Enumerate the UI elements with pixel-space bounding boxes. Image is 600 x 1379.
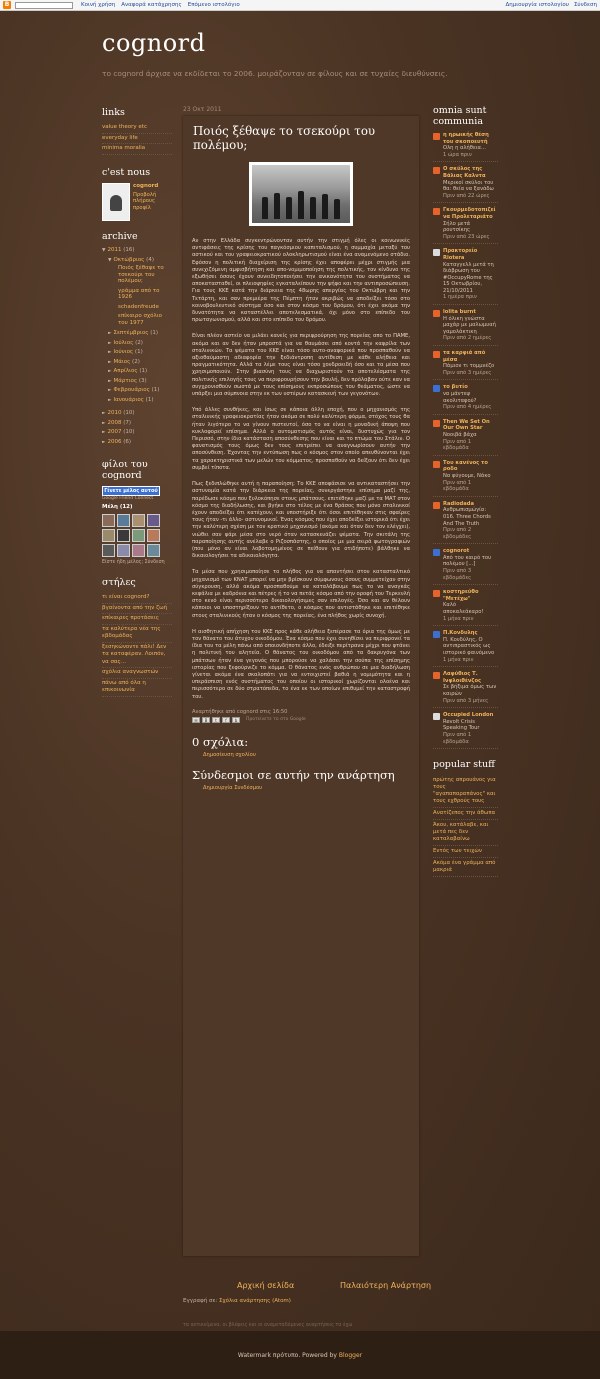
column-link[interactable]: σχόλια αναγνωστών [102, 668, 172, 679]
blog-favicon-icon [433, 631, 440, 638]
popular-post-link[interactable]: Ακόμα ένα γράμμα από μακριά [433, 858, 498, 877]
blog-post-link[interactable]: Σήλο μετά ρουτσίκης [443, 220, 471, 234]
member-avatar[interactable] [132, 544, 145, 557]
archive-year-row [102, 409, 172, 419]
blogthis-icon[interactable]: B [202, 717, 210, 723]
blog-age: 1 μήνα πριν [443, 656, 474, 663]
navbar-create-blog-link[interactable]: Δημιουργία ιστολογίου [505, 2, 569, 8]
archive-month-row [102, 358, 172, 368]
blog-age: Πριν από 1 εβδομάδα [443, 438, 472, 452]
archive-month[interactable]: Σεπτέμβριος [113, 330, 149, 336]
blog-entry [443, 548, 498, 581]
email-icon[interactable]: ✉ [192, 717, 200, 723]
blogroll-item[interactable] [433, 460, 498, 497]
archive-count: (16) [123, 247, 135, 253]
figure-shape [274, 193, 280, 219]
blog-favicon-icon [433, 502, 440, 509]
blog-title-link[interactable]: Λαφύθιος Τ. Ινφλοιθένζος [443, 671, 482, 684]
blogger-link[interactable]: Blogger [338, 1351, 363, 1359]
expand-down-icon[interactable]: ▼ [108, 257, 112, 263]
archive-month[interactable]: Μάρτιος [113, 377, 138, 384]
blog-favicon-icon [433, 420, 440, 427]
figure-shape [286, 197, 292, 219]
blog-post-link[interactable]: Η όλικη γνώστα μαχάρ με μαλωμυαή γαμολάκτικη [443, 315, 496, 335]
member-avatar[interactable] [102, 529, 115, 542]
links-widget [102, 107, 172, 155]
friend-connect-label: Google Friend Connect [102, 496, 154, 501]
blog-favicon-icon [433, 249, 440, 256]
archive-count: (10) [123, 429, 135, 435]
post-date: 23 Οκτ 2011 [183, 106, 222, 113]
friends-heading: φίλοι του cognord [102, 459, 148, 481]
post-body [183, 116, 419, 1256]
post-title[interactable]: Ποιός ξέθαψε το τσεκούρι του πολέμου; [193, 124, 376, 152]
blog-title-link[interactable]: Occupied London [443, 712, 494, 719]
blog-entry [443, 671, 498, 704]
blog-title-link[interactable]: η ηρωικής θέση του σκοποευτή [443, 132, 489, 145]
view-profile-link[interactable]: Προβολή πλήρους προφίλ [133, 191, 157, 211]
expand-right-icon[interactable]: ► [108, 359, 112, 365]
about-widget [102, 167, 172, 221]
expand-down-icon[interactable]: ▼ [102, 248, 106, 253]
recommend-text[interactable]: Προτείνετε το στο Google [246, 716, 306, 722]
archive-count: (1) [145, 396, 154, 403]
archive-count: (1) [139, 368, 148, 374]
expand-right-icon[interactable]: ► [108, 331, 112, 336]
member-avatar[interactable] [147, 529, 160, 542]
blogroll-item[interactable] [433, 132, 498, 162]
figure-shape [262, 197, 268, 219]
column-link[interactable]: τα καλύτερα νέα της εβδομάδας [102, 625, 172, 643]
already-member-text[interactable]: Είστε ήδη μέλος; Σύνδεση [102, 560, 165, 565]
backlinks-heading: Σύνδεσμοι σε αυτήν την ανάρτηση [192, 767, 395, 782]
blog-post-link[interactable]: Revolt Crisis Speaking Tour [443, 718, 480, 732]
archive-month[interactable]: Οκτώβριος [113, 256, 145, 263]
expand-right-icon[interactable]: ► [108, 378, 112, 384]
blog-title[interactable]: cognord [102, 29, 206, 57]
archive-count: (4) [146, 256, 154, 263]
members-count: Μέλη (12) [102, 504, 133, 510]
post-meta: Αναρτήθηκε από cognord στις 16:50 [192, 708, 288, 715]
blog-title-link[interactable]: τα καρφιά από μέσα [443, 350, 486, 363]
column-link[interactable]: τι είναι cognord? [102, 593, 172, 604]
expand-right-icon[interactable]: ► [102, 411, 106, 416]
member-avatar[interactable] [117, 529, 130, 542]
blog-favicon-icon [433, 549, 440, 556]
expand-right-icon[interactable]: ► [108, 397, 112, 403]
columns-widget [102, 577, 172, 697]
columns-heading: στήλες [102, 577, 136, 588]
post-paragraph: Η αισθητική απήχηση του ΚΚΕ προς κάθε αλήθεια ξεπέρασε τα όρια της όμως με τον θάνατο του άτυχου οικοδόμου. Ένα κόσμο που έχει συνηθίσει να περιφρονεί τα ίδια του τα μέλη πάνω από οποιονδήποτε άλλο, έδειξε περίτρανα μέχρι που φτάνει η πολιτική του αλητεία. Ο θάνατος του οικοδόμου από τα δακρυγόνα των μπάτσων ήταν ένα γεγονός που μπορούσε να χαλάσει την σούπα της επίσημης ιστορίας που ξεφούρνιζε το κόμμα. Ο θάνατος ενός ανθρώπου σε μια διαδήλωση γίνεται ακόμα ένα σκαλοπάτι για να εντοιχιστεί βαθιά η νομιμότητα και η υπεράσπιση ενός συστήματος του οποίου οι ιστορικοί χωρίζονται ολοένα και περισσότερο σε δύο στρατόπεδα, το ένα εκ των οποίων επιθυμεί την καταστροφή του. [192, 628, 410, 700]
archive-month[interactable]: Μάιος [113, 358, 131, 365]
archive-count: (3) [138, 377, 147, 384]
blog-title-link[interactable]: το βυτίο [443, 384, 468, 391]
about-heading: c'est nous [102, 166, 151, 178]
blog-entry [443, 384, 498, 410]
archive-count: (7) [123, 419, 132, 426]
blogroll-item[interactable] [433, 350, 498, 380]
archive-month[interactable]: Απρίλιος [113, 368, 138, 374]
post-image[interactable] [249, 162, 353, 226]
blog-post-link[interactable]: Από του καιρό του πολέμου [...] [443, 554, 492, 568]
column-link[interactable]: πάνω από όλα η επικοινωνία [102, 679, 172, 697]
archive-year-row [102, 438, 172, 448]
blog-entry [443, 589, 498, 622]
blog-favicon-icon [433, 713, 440, 720]
archive-month-row [102, 348, 172, 358]
expand-right-icon[interactable]: ► [108, 350, 112, 355]
post-paragraph: Υπό άλλες συνθήκες, και ίσως σε κάποια άλλη εποχή, που ο μηχανισμός της σταλινικής γραφειοκρατίας ήταν ακόμα σε πολύ καλύτερη φόρμα, στόχος τους θα ήταν λιγότερο το να γίνουν πιστευτοί, όσο το να είναι η μοναδική άποψη που κυκλοφορεί επίσημα. Αλλά ο αυτοματισμός αυτός είναι, δυστυχώς για τον Περισσό, στην ίδια κατάσταση αποσύνθεσης που είναι και το πτώμα του Στάλιν. Ο φανατισμός τους όμως δεν τους επιτρέπει να αναγνωρίσουν αυτήν την αποσύνθεση. Έχοντας την εντύπωση πως ο κόσμος στον οποίο απευθύνονται έχει τα χαρακτηριστικά των μελών του κόμματος, προσπαθούν να δείξουν ότι δεν έχει συμβεί τίποτα. [192, 407, 410, 471]
blog-age: Πριν από 1 εβδομάδα [443, 479, 472, 493]
figure-shape [298, 191, 304, 219]
member-avatar[interactable] [117, 544, 130, 557]
archive-post-link[interactable]: επίκαιρο σχόλιο του 1977 [118, 313, 162, 326]
blog-entry [443, 248, 498, 301]
archive-year[interactable]: 2010 [107, 410, 122, 416]
blog-favicon-icon [433, 385, 440, 392]
member-avatar[interactable] [102, 544, 115, 557]
member-avatar[interactable] [102, 514, 115, 527]
blog-title-link[interactable]: Radiodada [443, 500, 474, 507]
blogroll-item[interactable] [433, 548, 498, 585]
archive-year[interactable]: 2008 [107, 419, 122, 426]
archive-year[interactable]: 2006 [107, 438, 122, 445]
sidebar-link[interactable]: everyday life [102, 134, 172, 145]
home-link[interactable]: Αρχική σελίδα [237, 1281, 295, 1290]
expand-right-icon[interactable]: ► [102, 439, 106, 445]
expand-right-icon[interactable]: ► [102, 420, 106, 426]
member-avatar[interactable] [117, 514, 130, 527]
archive-count: (1) [134, 349, 143, 355]
popular-post-link[interactable]: Ανατίζεπος την άθωπα [433, 808, 498, 820]
figure-shape [310, 197, 316, 219]
blogroll-item[interactable] [433, 630, 498, 667]
blog-title-link[interactable]: cognorot [443, 548, 470, 555]
blog-age: Πριν από 23 ώρες [443, 233, 490, 240]
blog-title-link[interactable]: Του κανένος το ροδο [443, 459, 488, 473]
blogroll-item[interactable] [433, 309, 498, 346]
blog-age: 1 ημέρα πριν [443, 294, 477, 301]
blog-age: Πριν από 2 ημέρες [443, 335, 492, 342]
facebook-icon[interactable]: f [222, 717, 230, 723]
navbar-sign-in-link[interactable]: Σύνδεση [573, 2, 597, 8]
archive-month-row [102, 339, 172, 349]
figure-shape [334, 199, 340, 219]
sidebar-link[interactable]: minima moralia [102, 144, 172, 155]
blog-age: Πριν από 4 ημέρες [443, 404, 492, 411]
archive-month[interactable]: Ιανουάριος [113, 396, 144, 403]
blog-entry [443, 712, 498, 745]
share-buttons [183, 715, 419, 725]
post-paragraph: Είναι πλέον αστείο να μιλάει κανείς για περιφρούρηση της πορείας απο το ΠΑΜΕ, ακόμα και αν δεν ήταν μπροστά για να θαυμάσει από κοντά την καφρίλα των σταλινικών. Τα ψέματα του ΚΚΕ είναι τόσο αυτο-αναφορικά που προσπαθούν να αξιοθαύμαστη αδιαφορία την ξεδιάντροπη αντίθεση με κάθε αλήθεια και πραγματικότητα. Αλλά τα λέμε τους είναι τόσο χονδροειδή όσο και τα μέσα που χρησιμοποιούν. Στην βιασύνη τους να διαχωριστούν τα αποτελέσματα της πολιτικής επιλογής τους να περιφρουρήσουν την βουλή, δεν πρόλαβαν ούτε καν να συγχρονισθούν σωστά με τους επίσημους εκπροσώπους του θεάματος, ώστε να υπάρξει μια σύμπνοια στην εκ των υστέρων κατασκευή των γεγονότων. [192, 333, 410, 398]
navbar-next-blog-link[interactable]: Επόμενο ιστολόγιο [187, 2, 240, 8]
blog-title-link[interactable]: Πρακτορείο Riotera [443, 248, 478, 261]
navbar-share-link[interactable]: Κοινή χρήση [81, 2, 116, 8]
archive-month[interactable]: Φεβρουάριος [113, 387, 150, 393]
archive-month-row [102, 367, 172, 377]
right-sidebar [433, 105, 498, 877]
blog-age: 1 ώρα πριν [443, 151, 472, 158]
archive-count: (1) [151, 387, 160, 393]
archive-count: (6) [123, 438, 132, 445]
blog-title-link[interactable]: lolita burnt [443, 309, 476, 316]
archive-count: (2) [132, 358, 140, 365]
post-paragraph: Πως ξεδιπλώθηκε αυτή η παραποίηση; Το ΚΚΕ αποφάσισε να αντικαταστήσει την αστυνομία κατά την διάρκεια της πορείας, συνεργάστηκε επίσημα μαζί της, παρέδωσε κόσμο που ξυλοκόπησε στους μπάτσους, επιτέθηκε μαζί με τα ΜΑΤ στον κόσμο της διαδήλωσης, και βγήκε στο τέλος με ένα θράσος που μόνο σταλινικοί έχουν αποδείξει ότι κατέχουν, και υποστήριξε ότι όσοι επιτέθηκαν στις σφαίρες τους ήταν -τι άλλο- αστυνομικοί. Ένας κόσμος που έχει αποδείξει ιστορικά ότι έχει την καλύτερη σχέση με τον κρατικό μηχανισμό (ακόμα και όταν δεν τον ελέγχει), νιώθει σαν ψάρι μέσα στο νερό όταν κατασκευάζει ψέματα. Την σκιτάλη της παραποίησης αυτής ανέλαβε ο Ριζοσπάστης, ο οποίος με μια σειρά φωτογραφιών (που μόνο αν είναι λοβοτομημένος σε πείθουν για οτιδήποτε) βάλθηκε να δικαιολογήσει τα αδικαιολόγητα. [192, 481, 410, 560]
blog-entry [443, 501, 498, 541]
blog-age: Πριν από 2 εβδομάδες [443, 527, 472, 540]
expand-right-icon[interactable]: ► [108, 340, 112, 346]
members-grid [102, 514, 172, 557]
member-avatar[interactable] [147, 514, 160, 527]
blog-entry [443, 350, 498, 376]
navbar-right [506, 2, 598, 8]
left-sidebar [102, 107, 172, 709]
google-buzz-icon[interactable]: b [232, 717, 240, 723]
blog-entry [443, 309, 498, 342]
blogroll-item[interactable] [433, 712, 498, 749]
archive-widget [102, 230, 172, 448]
blog-favicon-icon [433, 590, 440, 597]
blog-favicon-icon [433, 351, 440, 358]
expand-right-icon[interactable]: ► [108, 369, 112, 374]
popular-post-link[interactable]: πρώτης απρουάνος για τους "αγαπαπαραπάνος" και τους εχθρούς τους [433, 775, 498, 808]
archive-month[interactable]: Ιούλιος [113, 339, 134, 346]
archive-count: (2) [135, 339, 143, 346]
member-avatar[interactable] [147, 544, 160, 557]
archive-month-row [102, 377, 172, 387]
blog-post-link[interactable]: Π. Κονδύλης, Ο αντιπραστικός ως ιστορικό φαινόμενο [443, 636, 495, 656]
older-post-link[interactable]: Παλαιότερη Ανάρτηση [340, 1281, 432, 1290]
post-comment-link[interactable]: Δημοσίευση σχολίου [203, 751, 256, 758]
archive-month-row [102, 386, 172, 396]
join-button[interactable]: Γίνετε μέλος αυτού [102, 486, 160, 496]
footer-text: Watermark πρότυπο. Powered by [237, 1351, 337, 1359]
blog-age: 1 μήνα πριν [443, 615, 474, 622]
archive-month-row [102, 329, 172, 339]
blog-favicon-icon [433, 133, 440, 140]
blog-entry [443, 460, 498, 493]
blog-post-link[interactable]: Καλό αποκαλεάκαρο! [443, 602, 484, 616]
archive-month-row [102, 396, 172, 406]
comments-heading: 0 σχόλια: [192, 734, 249, 749]
archive-year-row [102, 428, 172, 438]
blog-post-link[interactable]: Να φύγουμε, Νάκο [443, 472, 491, 479]
blog-age: Πριν από 3 ημέρες [443, 369, 492, 376]
post-paragraph: Αν στην Ελλάδα συγκεντρώνονταν αυτήν την στιγμή όλες οι κοινωνικές αντιφάσεις της κρίσης του παγκόσμιου καπιταλισμού, η συμμαχία μεταξύ του αστικού και του γραφειοκρατικού ολοκληρωτισμού είναι ένα αναμενόμενο στάδιο. Εφόσον η πολιτική διαχείριση της κρίσης έχει αποφέρει μέχρι στιγμής μια συνεχιζόμενη αμφισβήτηση και απο-νομιμοποίηση της πολιτικής, τον κίνδυνο της εξωθήσει όσους έχουν συνειδητοποιήσει την ανικανότητα του συστήματος να αποκατασταθεί, οι πλειοψηφίες εγκαταλείπουν την ψήφο και την αντιπροσώπευση. Για τους ΚΚΕ κατά την διάρκεια της 48ωρης απεργίας του Οκτώβρη και την Τετάρτη, και σαν πρεμιέρα της Πέμπτη ήταν ακριβώς να αποδείξει τόσο στο κοινοβουλευτικό σύστημα όσο και στον κόσμο του δρόμου, ότι έχει ακόμα την δυνατότητα να καταστέλλει αποτελεσματικά, όχι μόνο στο επίπεδο του πρωταγωνισμού, αλλά και στο επίπεδο του δρόμου. [192, 238, 410, 324]
sidebar-link[interactable]: value theory etc [102, 123, 172, 134]
blog-title-link[interactable]: Γκουρμεδοτοπιζεί να Προλεταριάτο [443, 207, 496, 220]
subscribe-label: Εγγραφή σε: [183, 1298, 218, 1304]
navbar-links [81, 2, 240, 8]
blog-age: Πριν από 22 ώρες [443, 192, 490, 199]
blog-post-link[interactable]: Πάμιον τι τομμνέζο [443, 363, 495, 370]
figure-shape [322, 194, 328, 219]
blog-post-link[interactable]: Μερικοί σκύλοι του θα: θεία να ξανάδω [443, 179, 494, 193]
blog-favicon-icon [433, 167, 440, 174]
blog-post-link[interactable]: Νοοιβά βάχα [443, 431, 477, 438]
blog-post-link[interactable]: να μάντεψ ακολιταφού? [443, 391, 477, 404]
member-avatar[interactable] [132, 529, 145, 542]
blog-post-link[interactable]: Ολη η αλήθεια... [443, 145, 486, 152]
blog-title-link[interactable]: Ο σκύλος της Βάλιας Καλντα [443, 166, 486, 179]
links-heading: links [102, 107, 125, 118]
blogroll-heading: omnia sunt communia [433, 105, 487, 127]
blog-entry [443, 419, 498, 452]
avatar[interactable] [102, 183, 130, 221]
blog-post-link[interactable]: Καταγγελλ μετά τη διάβρωση του #OccupyRome της 15 Οκτωβρίου, 21/10/2011 [443, 261, 494, 294]
blog-title-link[interactable]: Π.Κονδυλης [443, 630, 478, 637]
blogger-logo-icon[interactable]: B [4, 1, 10, 8]
subscribe-line [183, 1298, 291, 1304]
blogroll-item[interactable] [433, 207, 498, 244]
blog-age: Πριν από 3 εβδομάδες [443, 568, 472, 581]
column-link[interactable]: επίκαιρες προτάσεις [102, 614, 172, 625]
navbar-search-input[interactable] [15, 2, 73, 9]
archive-post-link[interactable]: Ποιός ξέθαψε το τσεκούρι του πολέμου; [118, 265, 164, 284]
blog-description: το cognord άρχισε να εκδίδεται το 2006. μοιράζονταν σε φίλους και σε τυχαίες διευθύνσεις. [102, 69, 448, 78]
archive-year-row [102, 419, 172, 429]
archive-count: (1) [150, 330, 159, 336]
blogroll-item[interactable] [433, 671, 498, 708]
blogroll-item[interactable] [433, 384, 498, 414]
archive-count: (10) [123, 410, 135, 416]
blog-title-link[interactable]: Then We Set On Our Own Star [443, 418, 490, 432]
blogroll-item[interactable] [433, 419, 498, 456]
page-background [0, 11, 600, 1331]
create-link-link[interactable]: Δημιουργία Συνδέσμου [203, 784, 263, 791]
archive-post-link[interactable]: schadenfreude [118, 303, 159, 310]
profile-name-link[interactable]: cognord [133, 182, 159, 189]
column-link[interactable]: ξεσηκώνοντε πάλι! Δεν τα καταφέραν. Λοιπόν, να σας... [102, 643, 172, 669]
blog-favicon-icon [433, 310, 440, 317]
popular-post-link[interactable]: Εντός των τειχών [433, 846, 498, 858]
archive-heading: archive [102, 230, 138, 242]
blog-favicon-icon [433, 672, 440, 679]
archive-post-link[interactable]: γράμμα από το 1926 [118, 287, 160, 300]
blog-favicon-icon [433, 461, 440, 468]
archive-year[interactable]: 2011 [107, 247, 122, 253]
blog-entry [443, 630, 498, 663]
blog-age: Πριν από 3 μήνες [443, 697, 489, 704]
blog-title-link[interactable]: κοστηρεύθο "Μετέχω" [443, 589, 479, 602]
subscribe-link[interactable]: Σχόλια ανάρτησης (Atom) [219, 1298, 291, 1304]
blog-post-link[interactable]: Ανθρωπισμώγία: 016. Three Chords And The Truth [443, 507, 491, 527]
archive-year[interactable]: 2007 [107, 429, 122, 435]
twitter-icon[interactable]: t [212, 717, 220, 723]
navbar-report-link[interactable]: Αναφορά κατάχρησης [121, 2, 182, 8]
friends-widget [102, 459, 172, 565]
blog-entry [443, 132, 498, 158]
blogroll-item[interactable] [433, 589, 498, 626]
member-avatar[interactable] [132, 514, 145, 527]
popular-heading: popular stuff [433, 759, 495, 771]
blog-post-link[interactable]: Σε βήξιμα όμως των καιρών [443, 684, 497, 697]
post-paragraph: Τα μέσα που χρησιμοποίησε το πλήθος για να απαντήσει στον κατασταλτικό μηχανισμό των ΚΝΑΤ μπορεί να μην βρίσκουν σύμφωνους όσους συμμετείχαν στην σύγκρουση, αλλά ακόμα προσπαθούμε να καταλάβουμε πως το να αναγκάς κεφάλια με καδρόνια και πέτρες ή το να πετάς κόσμο από την οροφή του Τερκενλή στο κενό είναι περισσότερο δικαιολογήσιμες σαν επιλογές. Όσο και αν θέλουν κάποιοι να υποστηρίξουν το αντίθετο, ο κόσμος που αντιστάθηκε και επιτέθηκε στους σταλινικούς ήταν ο κόσμος της πορείας, ένα πλήθος χωρίς συνοχή. [192, 569, 410, 619]
column-link[interactable]: βγαίνοντα από την ζωή [102, 604, 172, 615]
blog-favicon-icon [433, 208, 440, 215]
expand-right-icon[interactable]: ► [102, 430, 106, 435]
blogroll-list [433, 132, 498, 749]
archive-month[interactable]: Ιούνιος [113, 349, 134, 355]
expand-right-icon[interactable]: ► [108, 388, 112, 393]
blogroll-item[interactable] [433, 248, 498, 305]
blog-entry [443, 207, 498, 240]
blog-age: Πριν από 1 εβδομάδα [443, 731, 472, 745]
popular-post-link[interactable]: Άκου, κατάλαβε, και μετά πες δεν καταλαβαίνω [433, 820, 498, 846]
attribution-text: τα αντικείμενα, οι βλέψεις και οι αναμεταδόμενες αναρτήσεις τα έχω [183, 1323, 353, 1328]
blog-entry [443, 166, 498, 199]
blogger-navbar [0, 0, 600, 11]
blogroll-item[interactable] [433, 166, 498, 203]
footer [0, 1331, 600, 1379]
blogroll-item[interactable] [433, 501, 498, 545]
